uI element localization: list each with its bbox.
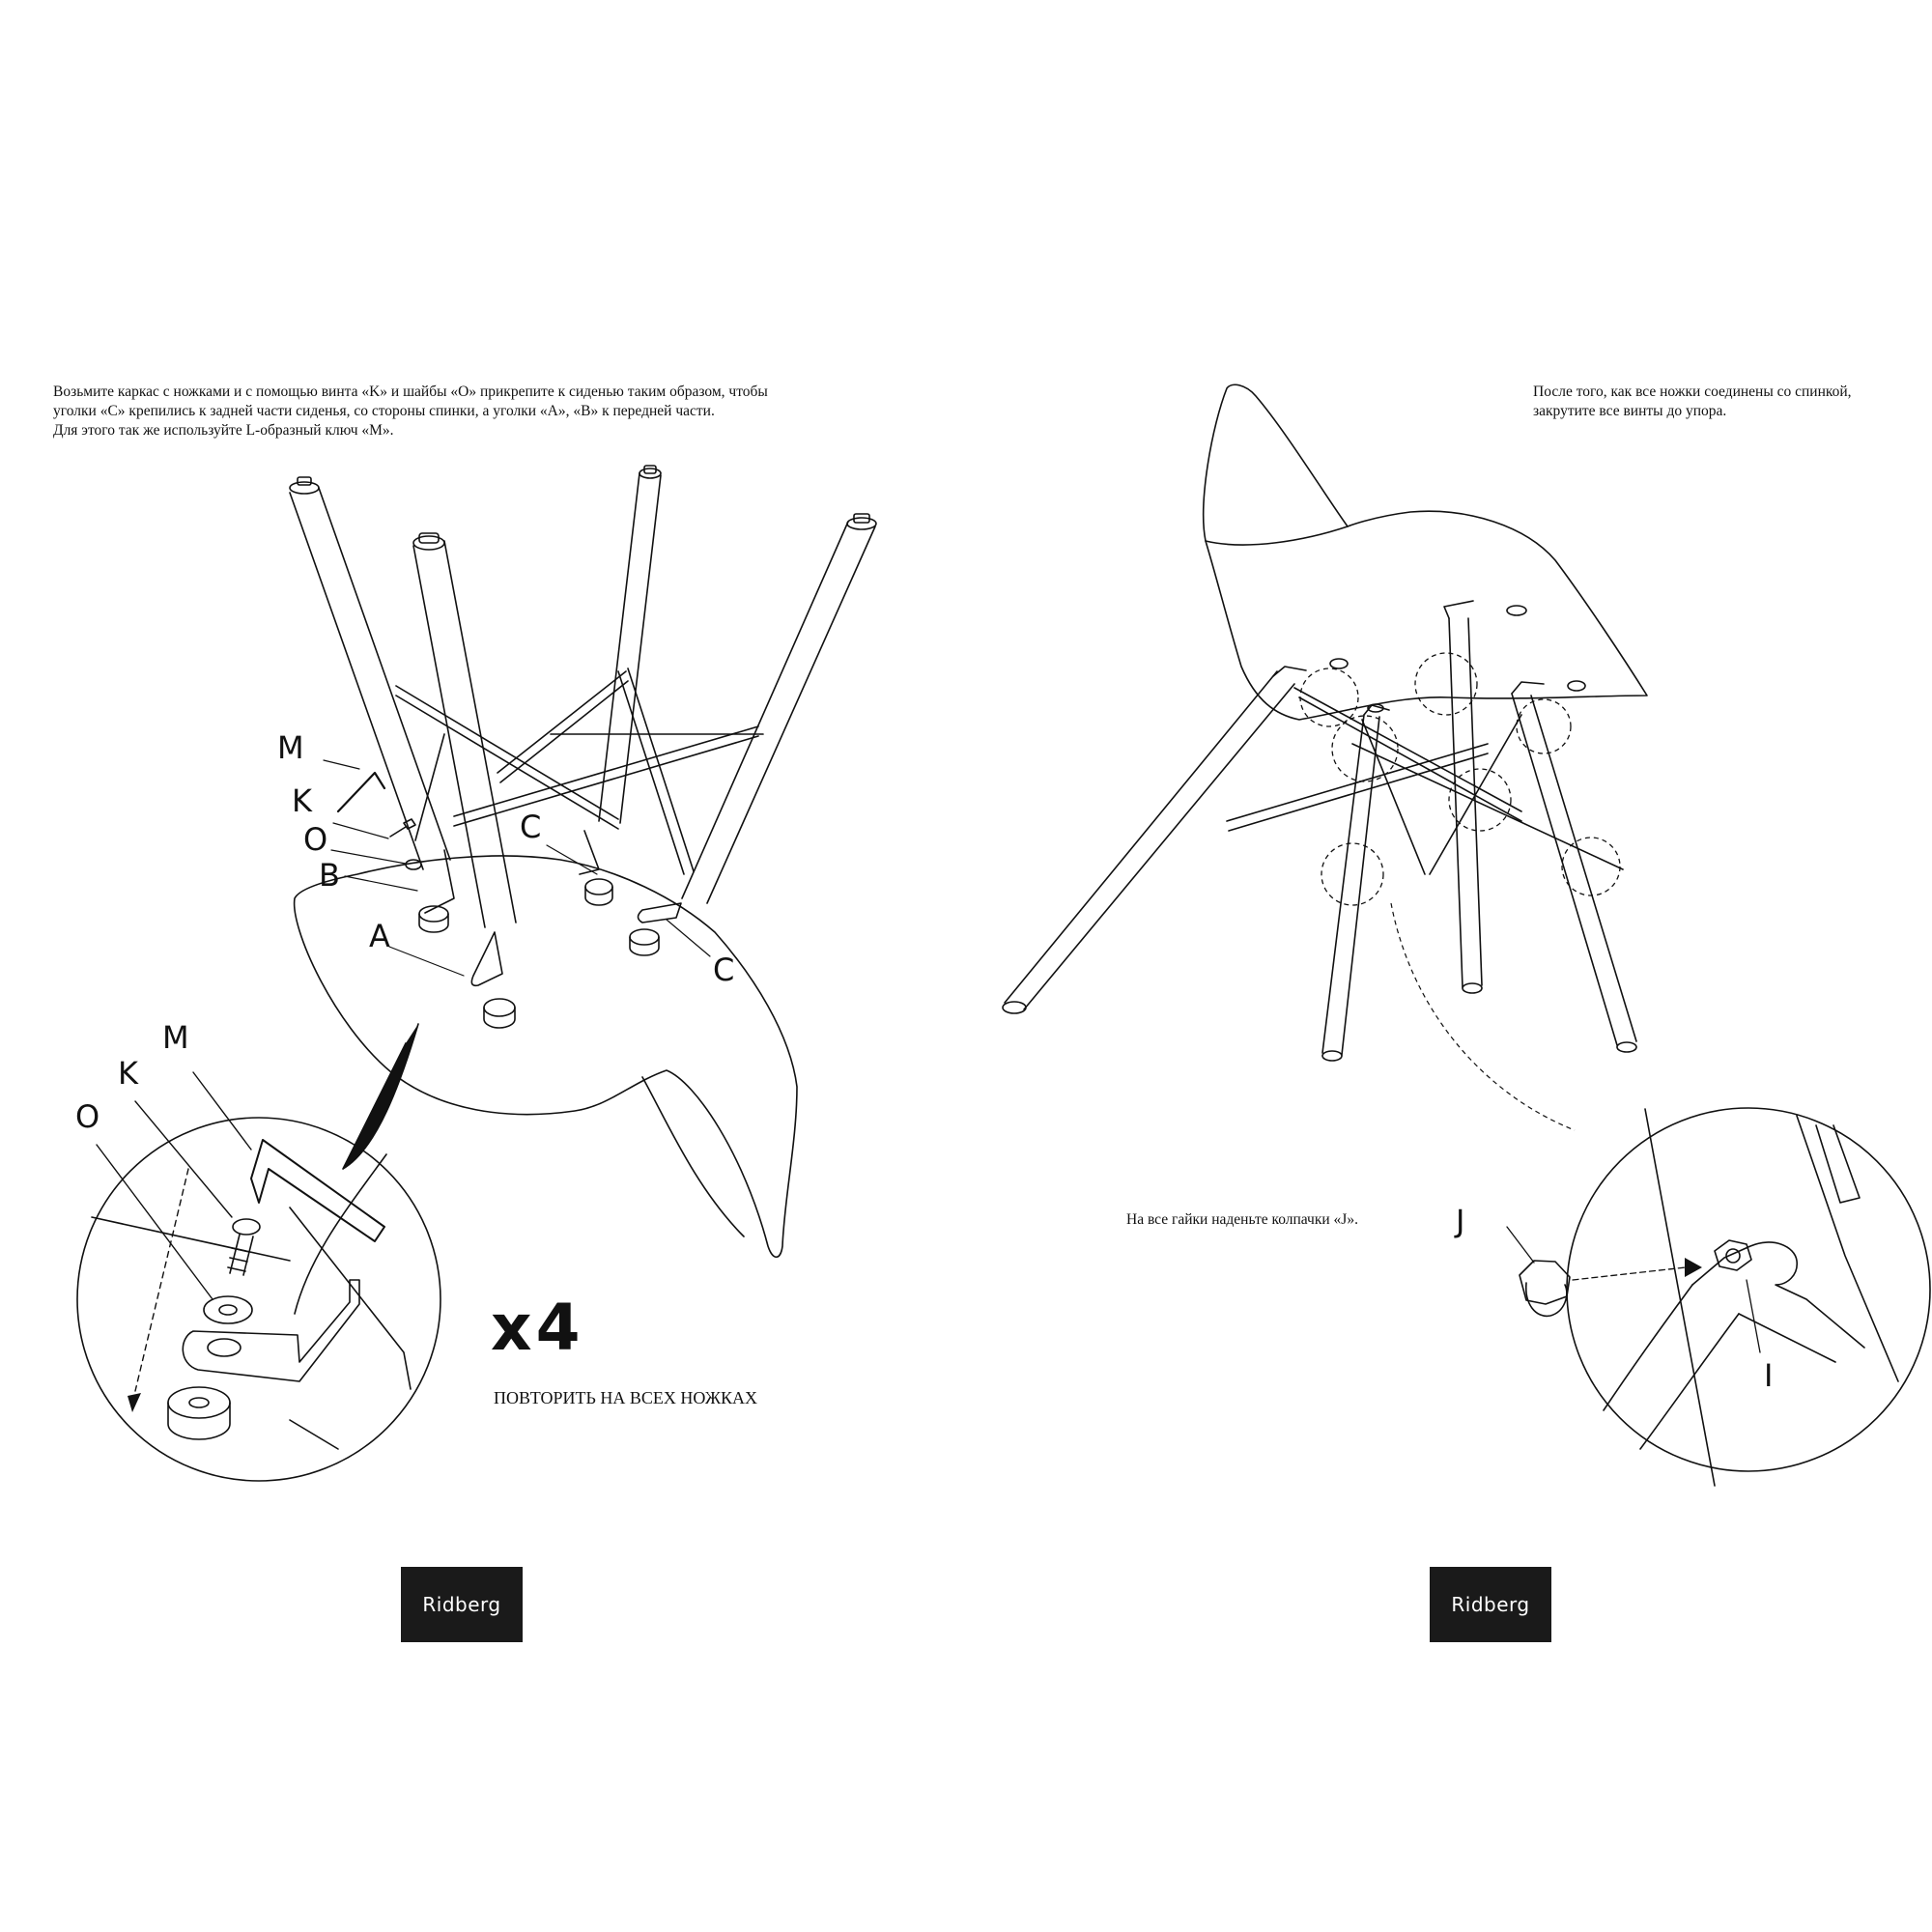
chair-leg-1 — [1003, 671, 1294, 1013]
detail-callout-m: M — [162, 1019, 189, 1056]
hex-key-small — [338, 773, 384, 811]
highlight-circles — [1300, 653, 1620, 905]
brand-logo: Ridberg — [401, 1567, 523, 1642]
detail-callout-k: K — [118, 1055, 138, 1092]
hex-key-large — [251, 1140, 384, 1241]
detail-circle-mount — [77, 1118, 440, 1481]
callout-o: O — [303, 821, 328, 858]
detail-leader-lines — [97, 1072, 251, 1299]
chair-leg-2 — [1322, 715, 1379, 1061]
detail-callout-i: I — [1764, 1357, 1774, 1394]
washer-large — [204, 1296, 252, 1323]
callout-c-bottom: C — [713, 952, 735, 988]
instruction-line-1: Возьмите каркас с ножками и с помощью винта «K» и шайбы «O» прикрепите к сиденью таким образом, чтобы — [53, 384, 768, 400]
callout-m: M — [277, 729, 304, 766]
callout-b: B — [319, 857, 340, 894]
nut-cap — [1520, 1261, 1570, 1316]
callout-c-top: C — [520, 809, 542, 845]
instruction-line-2: уголки «C» крепились к задней части сиденья, со стороны спинки, а уголки «A», «B» к передней части. — [53, 403, 715, 419]
hex-nut — [1715, 1240, 1751, 1270]
chair-shell — [1204, 384, 1647, 720]
right-page — [966, 0, 1932, 1932]
insert-c-right — [630, 929, 659, 955]
leg-2 — [413, 533, 516, 927]
instruction-line-2: закрутите все винты до упора. — [1533, 403, 1727, 419]
screw-large — [228, 1219, 260, 1275]
insert-large — [168, 1387, 230, 1439]
chair-assembled-illustration — [966, 0, 1932, 1932]
screw-small — [390, 819, 415, 837]
instruction-line-3: Для этого так же используйте L-образный ключ «M». — [53, 422, 394, 439]
cap-instruction: На все гайки наденьте колпачки «J». — [1126, 1211, 1358, 1228]
leg-4 — [682, 514, 876, 903]
insert-left — [419, 906, 448, 932]
callout-a: A — [369, 918, 390, 954]
leg-3 — [599, 466, 661, 823]
repeat-instruction: ПОВТОРИТЬ НА ВСЕХ НОЖКАХ — [494, 1388, 758, 1407]
repeat-count: x4 — [491, 1291, 584, 1365]
brand-logo: Ridberg — [1430, 1567, 1551, 1642]
chair-leg-3 — [1449, 618, 1482, 993]
insert-a — [484, 999, 515, 1028]
insert-c-middle — [585, 879, 612, 905]
detail-callout-o: O — [75, 1098, 100, 1135]
detail-callout-j: J — [1456, 1203, 1465, 1239]
chair-leg-4 — [1512, 694, 1636, 1052]
callout-k: K — [292, 782, 312, 819]
instruction-line-1: После того, как все ножки соединены со спинкой, — [1533, 384, 1852, 400]
cross-bars — [396, 668, 763, 874]
seat-shell — [295, 856, 797, 1257]
